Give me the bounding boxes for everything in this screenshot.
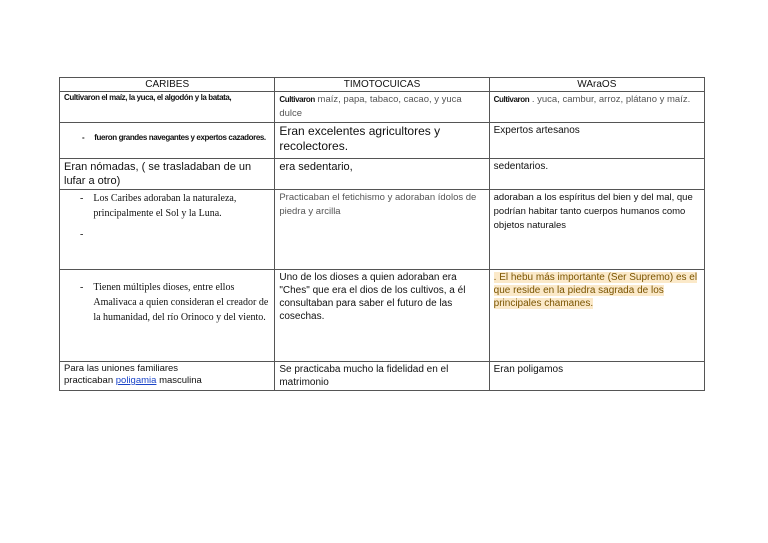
text-caribes-marriage-line2 <box>64 375 270 387</box>
text-timoto-skills: Eran excelentes agricultores y recolectores. <box>279 124 441 153</box>
bullet-dash: - <box>80 282 84 293</box>
text-caribes-cultivation: Cultivaron el maíz, la yuca, el algodón y la batata, <box>64 93 232 102</box>
text-timoto-lifestyle: era sedentario, <box>279 161 353 173</box>
cell-caribes-skills <box>60 123 275 159</box>
list-item <box>82 133 270 143</box>
header-caribes: CARIBES <box>60 78 275 92</box>
cell-caribes-cultivation <box>60 92 275 123</box>
cell-waraos-skills <box>489 123 704 159</box>
header-timotocuicas: TIMOTOCUICAS <box>275 78 489 92</box>
body-waraos-cultivation: . yuca, cambur, arroz, plátano y maíz. <box>529 94 691 105</box>
list-item <box>80 191 270 221</box>
row-marriage <box>60 362 705 391</box>
prefix-timoto-cultivation: Cultivaron <box>279 95 315 104</box>
bullet-dash-empty: - <box>80 229 84 240</box>
cell-timoto-marriage <box>275 362 489 391</box>
list-item <box>80 280 270 325</box>
text-timoto-marriage: Se practicaba mucho la fidelidad en el matrimonio <box>279 364 449 388</box>
row-gods <box>60 270 705 362</box>
cell-caribes-gods <box>60 270 275 362</box>
prefix-waraos-cultivation: Cultivaron <box>493 95 530 104</box>
cell-caribes-lifestyle <box>60 159 275 190</box>
header-waraos: WAraOS <box>489 78 704 92</box>
body-timoto-cultivation: maíz, papa, tabaco, cacao, y yuca dulce <box>279 94 462 119</box>
cell-timoto-gods <box>275 270 489 362</box>
text-waraos-gods <box>494 271 700 310</box>
text-timoto-gods: Uno de los dioses a quien adoraban era "Ches" que era el dios de los cultivos, a él consultaban para saber el futuro de las cosechas. <box>279 272 466 322</box>
bullet-dash: - <box>80 193 84 204</box>
row-cultivation <box>60 92 705 123</box>
bullet-dash: - <box>82 133 85 142</box>
cell-waraos-gods <box>489 270 704 362</box>
row-skills <box>60 123 705 159</box>
text-waraos-cultivation <box>494 93 700 107</box>
cell-timoto-skills <box>275 123 489 159</box>
cell-waraos-cultivation <box>489 92 704 123</box>
cell-caribes-beliefs <box>60 190 275 270</box>
text-timoto-beliefs: Practicaban el fetichismo y adoraban ídolos de piedra y arcilla <box>279 192 477 217</box>
text-caribes-lifestyle: Eran nómadas, ( se trasladaban de un lufar a otro) <box>64 161 252 187</box>
text-waraos-skills: Expertos artesanos <box>493 125 580 136</box>
cell-waraos-marriage <box>489 362 704 391</box>
cell-timoto-lifestyle <box>275 159 489 190</box>
highlighted-text: . El hebu más importante (Ser Supremo) es el que reside en la piedra sagrada de los principales chamanes. <box>493 272 698 309</box>
text-caribes-marriage-post: masculina <box>156 375 202 386</box>
header-row <box>60 78 705 92</box>
text-caribes-skills: fueron grandes navegantes y expertos cazadores. <box>94 133 266 142</box>
cell-waraos-beliefs <box>489 190 704 270</box>
text-waraos-marriage: Eran poligamos <box>493 364 564 375</box>
text-waraos-beliefs: adoraban a los espíritus del bien y del mal, que podrían habitar tanto cuerpos humanos como objetos naturales <box>493 192 693 231</box>
text-caribes-marriage-pre: practicaban <box>64 375 116 386</box>
cell-caribes-marriage <box>60 362 275 391</box>
text-waraos-lifestyle: sedentarios. <box>493 161 549 172</box>
text-timoto-cultivation <box>279 93 484 121</box>
text-caribes-marriage-line1: Para las uniones familiares <box>64 363 179 374</box>
comparison-table <box>59 77 705 391</box>
text-caribes-beliefs: Los Caribes adoraban la naturaleza, principalmente el Sol y la Luna. <box>93 193 237 219</box>
poligamia-link[interactable]: poligamia <box>115 375 157 386</box>
text-caribes-gods: Tienen múltiples dioses, entre ellos Amalivaca a quien consideran el creador de la humanidad, del río Orinoco y del viento. <box>93 282 269 323</box>
row-lifestyle <box>60 159 705 190</box>
cell-timoto-cultivation <box>275 92 489 123</box>
cell-waraos-lifestyle <box>489 159 704 190</box>
cell-timoto-beliefs <box>275 190 489 270</box>
row-beliefs <box>60 190 705 270</box>
